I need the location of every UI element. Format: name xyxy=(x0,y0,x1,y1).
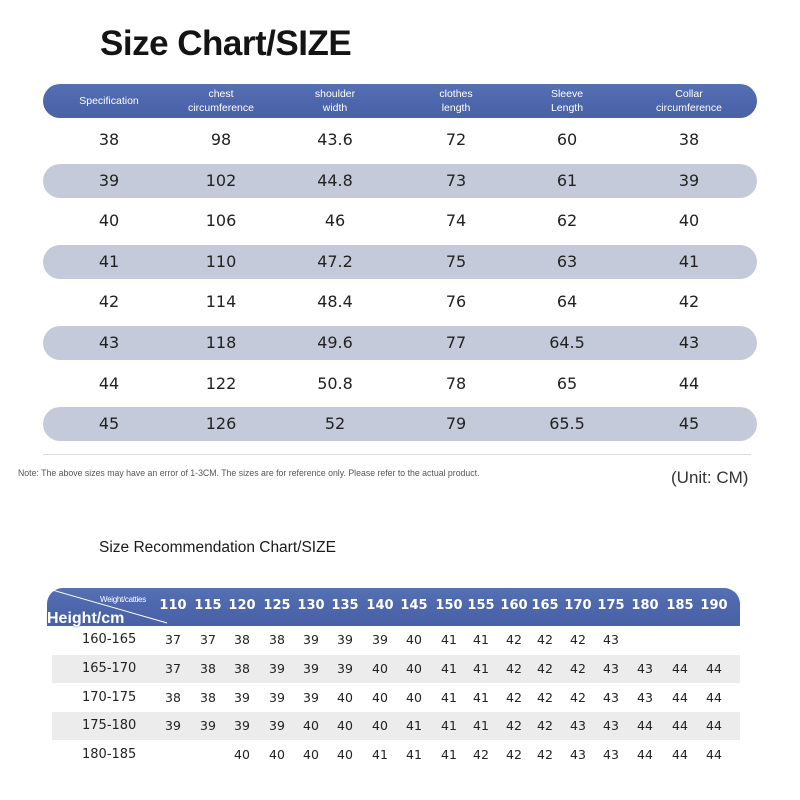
recommended-size-cell: 44 xyxy=(672,689,688,705)
table-cell: 52 xyxy=(324,414,346,434)
table-cell: 126 xyxy=(205,414,237,434)
recommended-size-cell: 40 xyxy=(372,660,388,676)
table-cell: 72 xyxy=(445,130,467,149)
column-header-text: width xyxy=(322,102,348,114)
recommended-size-cell: 42 xyxy=(537,718,553,734)
table-cell: 49.6 xyxy=(317,333,353,352)
recommended-size-cell: 40 xyxy=(337,718,353,734)
table-cell: 38 xyxy=(98,130,120,149)
recommended-size-cell: 39 xyxy=(165,718,181,734)
recommended-size-cell: 44 xyxy=(672,660,688,676)
table-cell: 106 xyxy=(205,211,237,231)
table-cell: 62 xyxy=(556,211,578,231)
column-header-text: shoulder xyxy=(314,88,356,100)
size-chart-header-row xyxy=(43,84,757,118)
table-row xyxy=(43,245,757,279)
recommended-size-cell: 37 xyxy=(165,632,181,647)
size-note: Note: The above sizes may have an error of 1-3CM. The sizes are for reference only. Please refer to the actual product. xyxy=(18,468,480,479)
size-chart-title: Size Chart/SIZE xyxy=(100,24,352,63)
recommended-size-cell: 42 xyxy=(506,632,522,647)
recommended-size-cell: 41 xyxy=(473,718,489,734)
recommended-size-cell: 42 xyxy=(570,660,586,676)
weight-column-header: 160 xyxy=(500,598,528,613)
recommended-size-cell: 42 xyxy=(506,689,522,705)
table-cell: 118 xyxy=(205,333,237,352)
table-cell: 43.6 xyxy=(317,130,353,149)
recommended-size-cell: 44 xyxy=(637,747,653,763)
recommended-size-cell: 41 xyxy=(473,632,489,647)
recommended-size-cell: 40 xyxy=(337,747,353,763)
recommended-size-cell: 39 xyxy=(303,689,319,705)
recommended-size-cell: 42 xyxy=(570,632,586,647)
table-cell: 44 xyxy=(678,373,700,393)
table-cell: 40 xyxy=(678,211,700,231)
recommended-size-cell: 42 xyxy=(537,660,553,676)
recommended-size-cell: 40 xyxy=(269,747,285,763)
recommended-size-cell: 40 xyxy=(372,689,388,705)
recommended-size-cell: 40 xyxy=(406,660,422,676)
column-header-text: Sleeve xyxy=(550,88,584,100)
recommended-size-cell: 40 xyxy=(303,718,319,734)
recommended-size-cell: 43 xyxy=(637,660,653,676)
recommended-size-cell: 42 xyxy=(570,689,586,705)
table-cell: 38 xyxy=(678,130,700,149)
column-header xyxy=(79,84,139,118)
weight-column-header: 150 xyxy=(435,598,463,613)
table-row xyxy=(43,123,757,157)
table-row xyxy=(43,367,757,401)
table-row xyxy=(43,204,757,238)
weight-column-header: 165 xyxy=(531,598,559,613)
recommended-size-cell: 42 xyxy=(537,747,553,763)
recommended-size-cell: 39 xyxy=(303,660,319,676)
table-cell: 39 xyxy=(98,170,120,190)
recommended-size-cell: 43 xyxy=(603,718,619,734)
weight-column-header: 145 xyxy=(400,598,428,613)
recommendation-row xyxy=(52,626,740,654)
table-cell: 40 xyxy=(98,211,120,231)
recommended-size-cell: 43 xyxy=(603,632,619,647)
recommended-size-cell: 42 xyxy=(473,747,489,763)
recommended-size-cell: 39 xyxy=(337,660,353,676)
recommended-size-cell: 41 xyxy=(406,718,422,734)
recommended-size-cell: 41 xyxy=(372,747,388,763)
weight-column-header: 180 xyxy=(631,598,659,613)
table-cell: 46 xyxy=(324,211,346,231)
weight-column-header: 185 xyxy=(666,598,694,613)
recommended-size-cell: 44 xyxy=(706,747,722,763)
unit-label: (Unit: CM) xyxy=(671,468,749,487)
recommended-size-cell: 39 xyxy=(200,718,216,734)
recommended-size-cell: 41 xyxy=(441,747,457,763)
column-header-text: circumference xyxy=(656,102,722,114)
column-header-text: circumference xyxy=(188,102,254,114)
recommended-size-cell: 38 xyxy=(269,632,285,647)
recommended-size-cell: 40 xyxy=(372,718,388,734)
height-range: 170-175 xyxy=(82,689,137,705)
column-header xyxy=(315,84,355,118)
recommended-size-cell: 42 xyxy=(537,689,553,705)
recommended-size-cell: 40 xyxy=(406,689,422,705)
weight-column-header: 155 xyxy=(467,598,495,613)
weight-axis-label: Weight/catties xyxy=(100,595,146,604)
recommended-size-cell: 39 xyxy=(269,660,285,676)
recommended-size-cell: 39 xyxy=(234,689,250,705)
recommendation-row xyxy=(52,655,740,683)
table-cell: 63 xyxy=(556,251,578,271)
divider xyxy=(43,454,751,455)
table-row xyxy=(43,326,757,360)
table-cell: 47.2 xyxy=(317,251,353,271)
recommended-size-cell: 42 xyxy=(506,718,522,734)
recommended-size-cell: 43 xyxy=(603,689,619,705)
table-cell: 45 xyxy=(98,414,120,434)
recommended-size-cell: 37 xyxy=(165,660,181,676)
recommended-size-cell: 42 xyxy=(506,660,522,676)
table-cell: 60 xyxy=(556,130,578,149)
weight-column-header: 115 xyxy=(194,598,222,613)
table-cell: 65.5 xyxy=(549,414,585,434)
weight-column-header: 130 xyxy=(297,598,325,613)
table-cell: 39 xyxy=(678,170,700,190)
table-cell: 73 xyxy=(445,170,467,190)
recommended-size-cell: 41 xyxy=(441,632,457,647)
recommended-size-cell: 43 xyxy=(603,660,619,676)
recommended-size-cell: 44 xyxy=(706,660,722,676)
height-range: 180-185 xyxy=(82,747,137,763)
recommended-size-cell: 44 xyxy=(637,718,653,734)
weight-column-header: 135 xyxy=(331,598,359,613)
recommended-size-cell: 40 xyxy=(234,747,250,763)
recommended-size-cell: 44 xyxy=(706,718,722,734)
height-range: 160-165 xyxy=(82,632,137,647)
table-row xyxy=(43,164,757,198)
column-header xyxy=(439,84,472,118)
table-cell: 50.8 xyxy=(317,373,353,393)
column-header-text: length xyxy=(441,102,471,114)
table-cell: 41 xyxy=(678,251,700,271)
table-cell: 102 xyxy=(205,170,237,190)
recommended-size-cell: 44 xyxy=(672,747,688,763)
column-header xyxy=(551,84,583,118)
table-cell: 44.8 xyxy=(317,170,353,190)
column-header-text: Collar xyxy=(675,88,703,100)
table-cell: 74 xyxy=(445,211,467,231)
recommended-size-cell: 38 xyxy=(234,660,250,676)
column-header xyxy=(188,84,254,118)
table-cell: 42 xyxy=(678,292,700,312)
column-header-text: Length xyxy=(550,102,584,114)
height-range: 165-170 xyxy=(82,660,137,676)
recommended-size-cell: 38 xyxy=(234,632,250,647)
table-cell: 48.4 xyxy=(317,292,353,312)
recommended-size-cell: 43 xyxy=(570,718,586,734)
recommended-size-cell: 41 xyxy=(473,689,489,705)
recommendation-row xyxy=(52,712,740,740)
table-cell: 41 xyxy=(98,251,120,271)
weight-column-header: 170 xyxy=(564,598,592,613)
recommended-size-cell: 37 xyxy=(200,632,216,647)
table-cell: 78 xyxy=(445,373,467,393)
recommended-size-cell: 43 xyxy=(637,689,653,705)
recommendation-row xyxy=(52,684,740,712)
weight-column-header: 120 xyxy=(228,598,256,613)
recommended-size-cell: 39 xyxy=(269,718,285,734)
weight-column-header: 125 xyxy=(263,598,291,613)
table-row xyxy=(43,407,757,441)
table-cell: 42 xyxy=(98,292,120,312)
weight-column-header: 175 xyxy=(597,598,625,613)
recommended-size-cell: 38 xyxy=(200,689,216,705)
column-header-text: Specification xyxy=(79,95,139,107)
weight-column-header: 190 xyxy=(700,598,728,613)
recommended-size-cell: 41 xyxy=(441,718,457,734)
table-cell: 98 xyxy=(210,130,232,149)
table-cell: 61 xyxy=(556,170,578,190)
table-cell: 65 xyxy=(556,373,578,393)
table-cell: 44 xyxy=(98,373,120,393)
recommended-size-cell: 40 xyxy=(406,632,422,647)
table-row xyxy=(43,285,757,319)
recommended-size-cell: 38 xyxy=(165,689,181,705)
table-cell: 79 xyxy=(445,414,467,434)
table-cell: 114 xyxy=(205,292,237,312)
weight-column-header: 140 xyxy=(366,598,394,613)
recommendation-chart-title: Size Recommendation Chart/SIZE xyxy=(99,539,336,556)
recommended-size-cell: 41 xyxy=(441,689,457,705)
table-cell: 76 xyxy=(445,292,467,312)
table-cell: 45 xyxy=(678,414,700,434)
recommended-size-cell: 38 xyxy=(200,660,216,676)
recommended-size-cell: 44 xyxy=(672,718,688,734)
recommended-size-cell: 41 xyxy=(406,747,422,763)
table-cell: 122 xyxy=(205,373,237,393)
table-cell: 43 xyxy=(678,333,700,352)
recommended-size-cell: 42 xyxy=(537,632,553,647)
recommended-size-cell: 40 xyxy=(303,747,319,763)
table-cell: 110 xyxy=(205,251,237,271)
table-cell: 43 xyxy=(98,333,120,352)
recommended-size-cell: 44 xyxy=(706,689,722,705)
recommended-size-cell: 42 xyxy=(506,747,522,763)
height-range: 175-180 xyxy=(82,718,137,734)
recommendation-row xyxy=(52,741,740,769)
column-header-text: clothes xyxy=(439,88,473,100)
recommended-size-cell: 41 xyxy=(441,660,457,676)
recommended-size-cell: 43 xyxy=(570,747,586,763)
table-cell: 64.5 xyxy=(549,333,585,352)
column-header xyxy=(656,84,722,118)
recommended-size-cell: 43 xyxy=(603,747,619,763)
recommended-size-cell: 39 xyxy=(372,632,388,647)
recommended-size-cell: 39 xyxy=(269,689,285,705)
recommended-size-cell: 39 xyxy=(337,632,353,647)
recommended-size-cell: 39 xyxy=(234,718,250,734)
table-cell: 77 xyxy=(445,333,467,352)
column-header-text: chest xyxy=(208,88,234,100)
table-cell: 75 xyxy=(445,251,467,271)
table-cell: 64 xyxy=(556,292,578,312)
recommended-size-cell: 39 xyxy=(303,632,319,647)
recommended-size-cell: 41 xyxy=(473,660,489,676)
weight-column-header: 110 xyxy=(159,598,187,613)
recommended-size-cell: 40 xyxy=(337,689,353,705)
height-axis-label: Height/cm xyxy=(47,610,125,627)
